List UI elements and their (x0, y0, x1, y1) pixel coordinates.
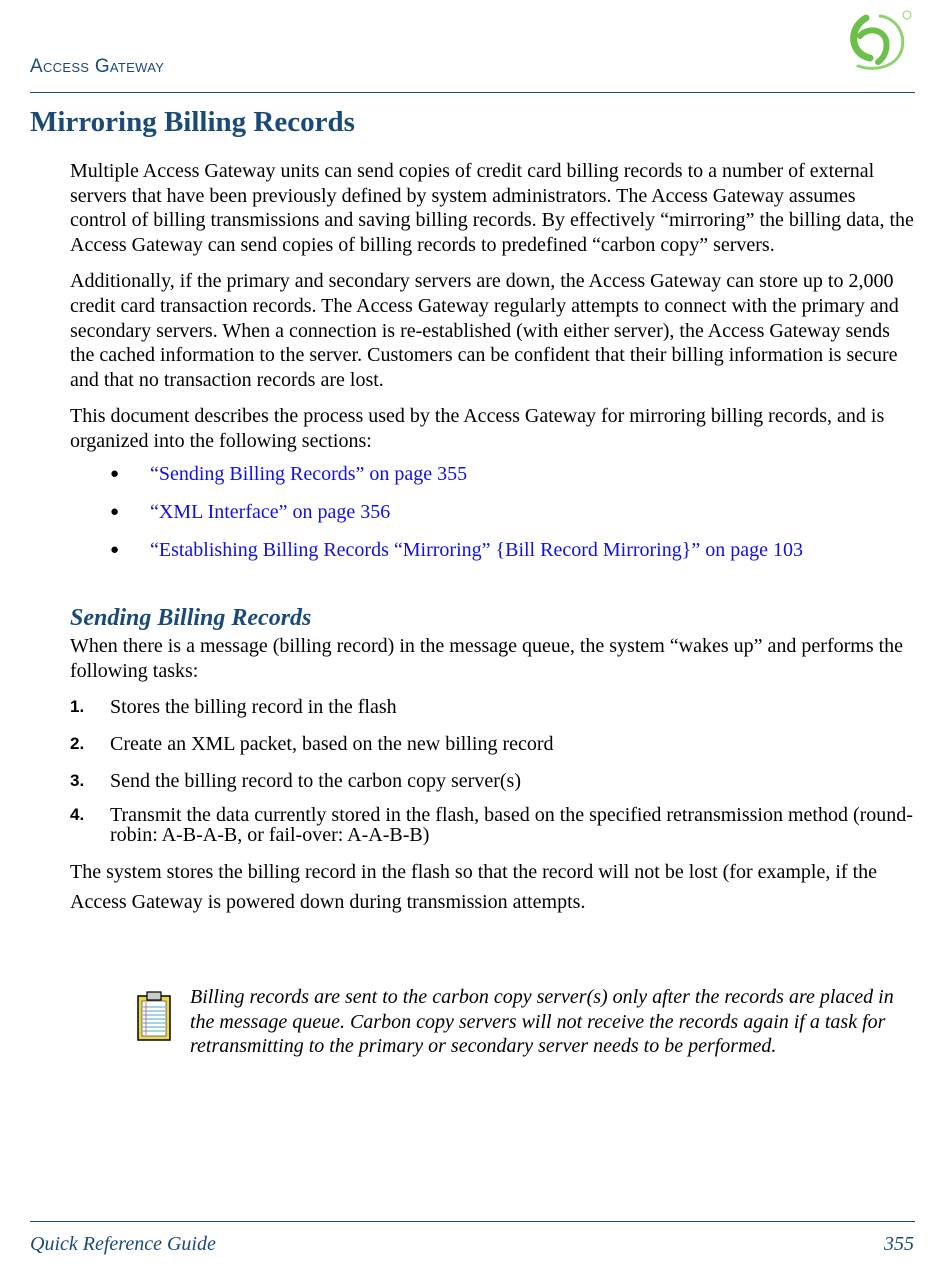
task-list (70, 695, 915, 845)
clipboard-note-icon (136, 991, 172, 1041)
main-content (70, 159, 915, 929)
step-text: Stores the billing record in the flash (110, 696, 397, 719)
page-number: 355 (884, 1233, 914, 1255)
link-text[interactable]: “XML Interface” on page 356 (150, 500, 391, 523)
paragraph: When there is a message (billing record) in the message queue, the system “wakes up” and performs the following tasks: (70, 635, 904, 682)
note-text: Billing records are sent to the carbon copy server(s) only after the records are placed in the message queue. Carbon copy servers will not receive the records again if a task for retransmitting to the primary or secondary server needs to be performed. (190, 986, 894, 1058)
step-text: Transmit the data currently stored in the flash, based on the specified retransmission method (round-robin: A-B-A-B, or fail-over: A-A-B-B) (110, 804, 913, 847)
page-title: Mirroring Billing Records (30, 106, 355, 138)
company-logo (836, 6, 916, 76)
running-header: Access Gateway (30, 56, 165, 77)
header-rule (30, 92, 915, 93)
bullet-icon: ● (110, 503, 120, 520)
step-number: 1. (70, 697, 85, 717)
paragraph: The system stores the billing record in the flash so that the record will not be lost (for example, if the Access Gateway is powered down during transmission attempts. (70, 861, 878, 914)
paragraph: This document describes the process used by the Access Gateway for mirroring billing records, and is organized into the following sections: (70, 405, 885, 452)
link-text[interactable]: “Sending Billing Records” on page 355 (150, 462, 468, 485)
step-number: 3. (70, 770, 85, 790)
section-links (70, 462, 915, 576)
bullet-icon: ● (110, 465, 120, 482)
section-heading: Sending Billing Records (70, 604, 312, 631)
bullet-icon: ● (110, 541, 120, 558)
link-xml-interface[interactable] (70, 500, 915, 538)
footer-rule (30, 1221, 915, 1222)
list-item (70, 732, 915, 757)
link-establishing-mirroring[interactable] (70, 538, 915, 576)
list-item (70, 695, 915, 720)
footer-guide-title: Quick Reference Guide (30, 1233, 216, 1255)
paragraph: Additionally, if the primary and secondary servers are down, the Access Gateway can store up to 2,000 credit card transaction records. The Access Gateway regularly attempts to connect with the primary and secondary servers. When a connection is re-established (with either server), the Access Gateway sends the cached information to the server. Customers can be confident that their billing information is secure and that no transaction records are lost. (70, 270, 899, 391)
list-item (70, 769, 915, 794)
list-item (70, 805, 915, 845)
link-text[interactable]: “Establishing Billing Records “Mirroring” {Bill Record Mirroring}” on page 103 (150, 538, 803, 561)
step-number: 2. (70, 733, 85, 753)
paragraph: Multiple Access Gateway units can send copies of credit card billing records to a number of external servers that have been previously defined by system administrators. The Access Gateway assumes control of billing transmissions and saving billing records. By effectively “mirroring” the billing data, the Access Gateway can send copies of billing records to predefined “carbon copy” servers. (70, 160, 914, 256)
step-number: 4. (70, 805, 85, 825)
step-text: Create an XML packet, based on the new billing record (110, 732, 554, 755)
step-text: Send the billing record to the carbon copy server(s) (110, 769, 521, 792)
link-sending-billing-records[interactable] (70, 462, 915, 500)
